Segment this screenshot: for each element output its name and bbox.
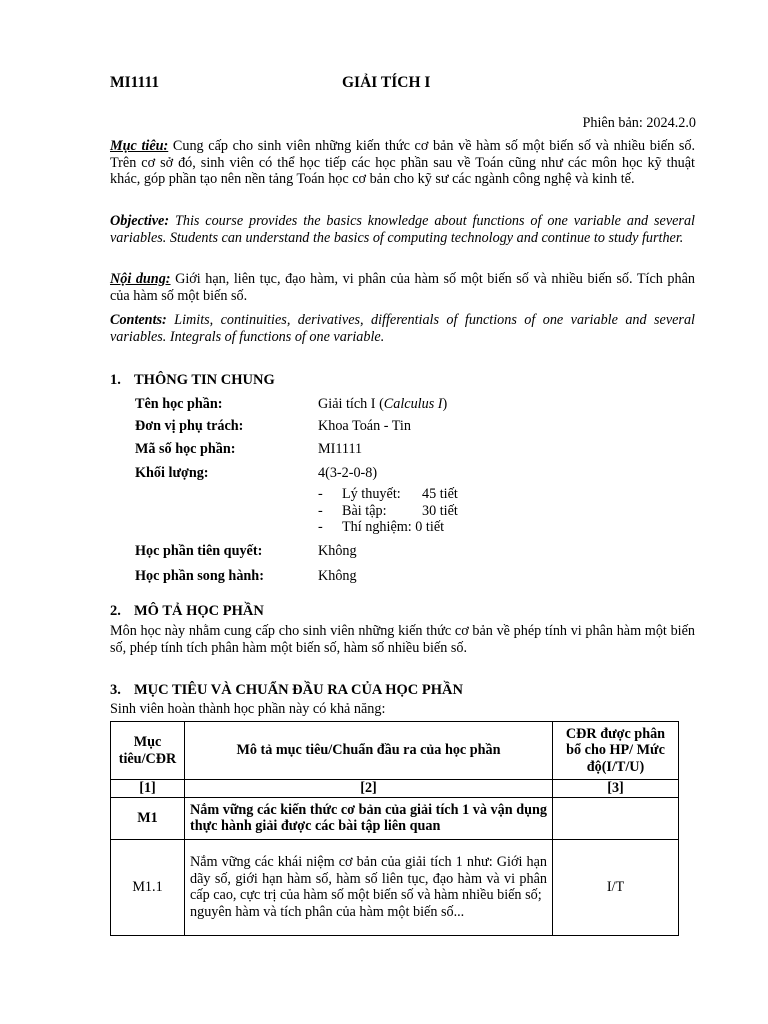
objective-desc: Nắm vững các kiến thức cơ bản của giải tích 1 và vận dụng thực hành giải được các bài tập liên quan [185, 797, 553, 839]
table-index-row: [1] [2] [3] [111, 780, 679, 798]
table-row [111, 797, 679, 839]
contents-paragraph [110, 312, 695, 345]
info-row-ten-hoc-phan: Tên học phần: Giải tích I (Calculus I) [135, 396, 448, 412]
section-3-heading: 3. MỤC TIÊU VÀ CHUẨN ĐẦU RA CỦA HỌC PHẦN [110, 682, 463, 698]
objective-level [553, 797, 679, 839]
muc-tieu-label: Mục tiêu: [110, 138, 169, 154]
muc-tieu-paragraph [110, 138, 695, 188]
objective-id: M1.1 [111, 839, 185, 935]
header-muc-tieu: Mục tiêu/CĐR [111, 722, 185, 780]
objectives-table [110, 721, 679, 936]
info-row-don-vi: Đơn vị phụ trách: Khoa Toán - Tin [135, 418, 411, 434]
section-1-heading: 1. THÔNG TIN CHUNG [110, 372, 275, 388]
header-cdr: CĐR được phân bổ cho HP/ Mức độ(I/T/U) [553, 722, 679, 780]
course-code: MI1111 [110, 74, 160, 91]
objective-paragraph [110, 213, 695, 246]
objective-text: This course provides the basics knowledge about functions of one variable and several variables. Students can understand the basics of computing technology and continue to study further. [110, 213, 695, 246]
version-label: Phiên bản: 2024.2.0 [582, 115, 696, 131]
page-title: GIẢI TÍCH I [342, 74, 431, 91]
workload-item-lab: - Thí nghiệm: 0 tiết [318, 519, 445, 535]
noi-dung-paragraph [110, 271, 695, 304]
contents-label: Contents: [110, 312, 167, 328]
section-3-lead: Sinh viên hoàn thành học phần này có khả năng: [110, 701, 386, 717]
noi-dung-label: Nội dung: [110, 271, 171, 287]
info-row-song-hanh: Học phần song hành: Không [135, 568, 357, 584]
info-row-khoi-luong: Khối lượng: 4(3-2-0-8) [135, 465, 378, 481]
section-2-description: Môn học này nhằm cung cấp cho sinh viên những kiến thức cơ bản về phép tính vi phân hàm một biến số, phép tính tích phân hàm một biến số, hàm số nhiều biến số. [110, 623, 695, 656]
noi-dung-text: Giới hạn, liên tục, đạo hàm, vi phân của hàm số một biến số và nhiều biến số. Tích phân của hàm số một biến số. [110, 271, 695, 304]
section-2-heading: 2. MÔ TẢ HỌC PHẦN [110, 603, 264, 619]
objective-desc: Nắm vững các khái niệm cơ bản của giải tích 1 như: Giới hạn dãy số, giới hạn hàm số, hàm số liên tục, đạo hàm và vi phân cấp cao, cực trị của hàm số một biến số và hàm nhiều biến số; nguyên hàm và tích phân của hàm một biến số... [185, 839, 553, 935]
table-header-row [111, 722, 679, 780]
muc-tieu-text: Cung cấp cho sinh viên những kiến thức cơ bản về hàm số một biến số và nhiều biến số. Trên cơ sở đó, sinh viên có thể học tiếp các học phần sau về Toán cũng như các môn học kỹ thuật khác, góp phần tạo nên nền tảng Toán học cơ bản cho kỹ sư các ngành công nghệ và kinh tế. [110, 138, 695, 187]
objective-label: Objective: [110, 213, 170, 229]
table-row [111, 839, 679, 935]
info-row-tien-quyet: Học phần tiên quyết: Không [135, 543, 357, 559]
contents-text: Limits, continuities, derivatives, differentials of functions of one variable and several variables. Integrals of functions of one variable. [110, 312, 695, 345]
objective-level: I/T [553, 839, 679, 935]
objective-id: M1 [111, 797, 185, 839]
info-row-ma-so: Mã số học phần: MI1111 [135, 441, 363, 457]
workload-item-theory: - Lý thuyết: 45 tiết [318, 486, 458, 502]
header-mo-ta: Mô tả mục tiêu/Chuẩn đầu ra của học phần [185, 722, 553, 780]
workload-item-exercise: - Bài tập: 30 tiết [318, 503, 458, 519]
